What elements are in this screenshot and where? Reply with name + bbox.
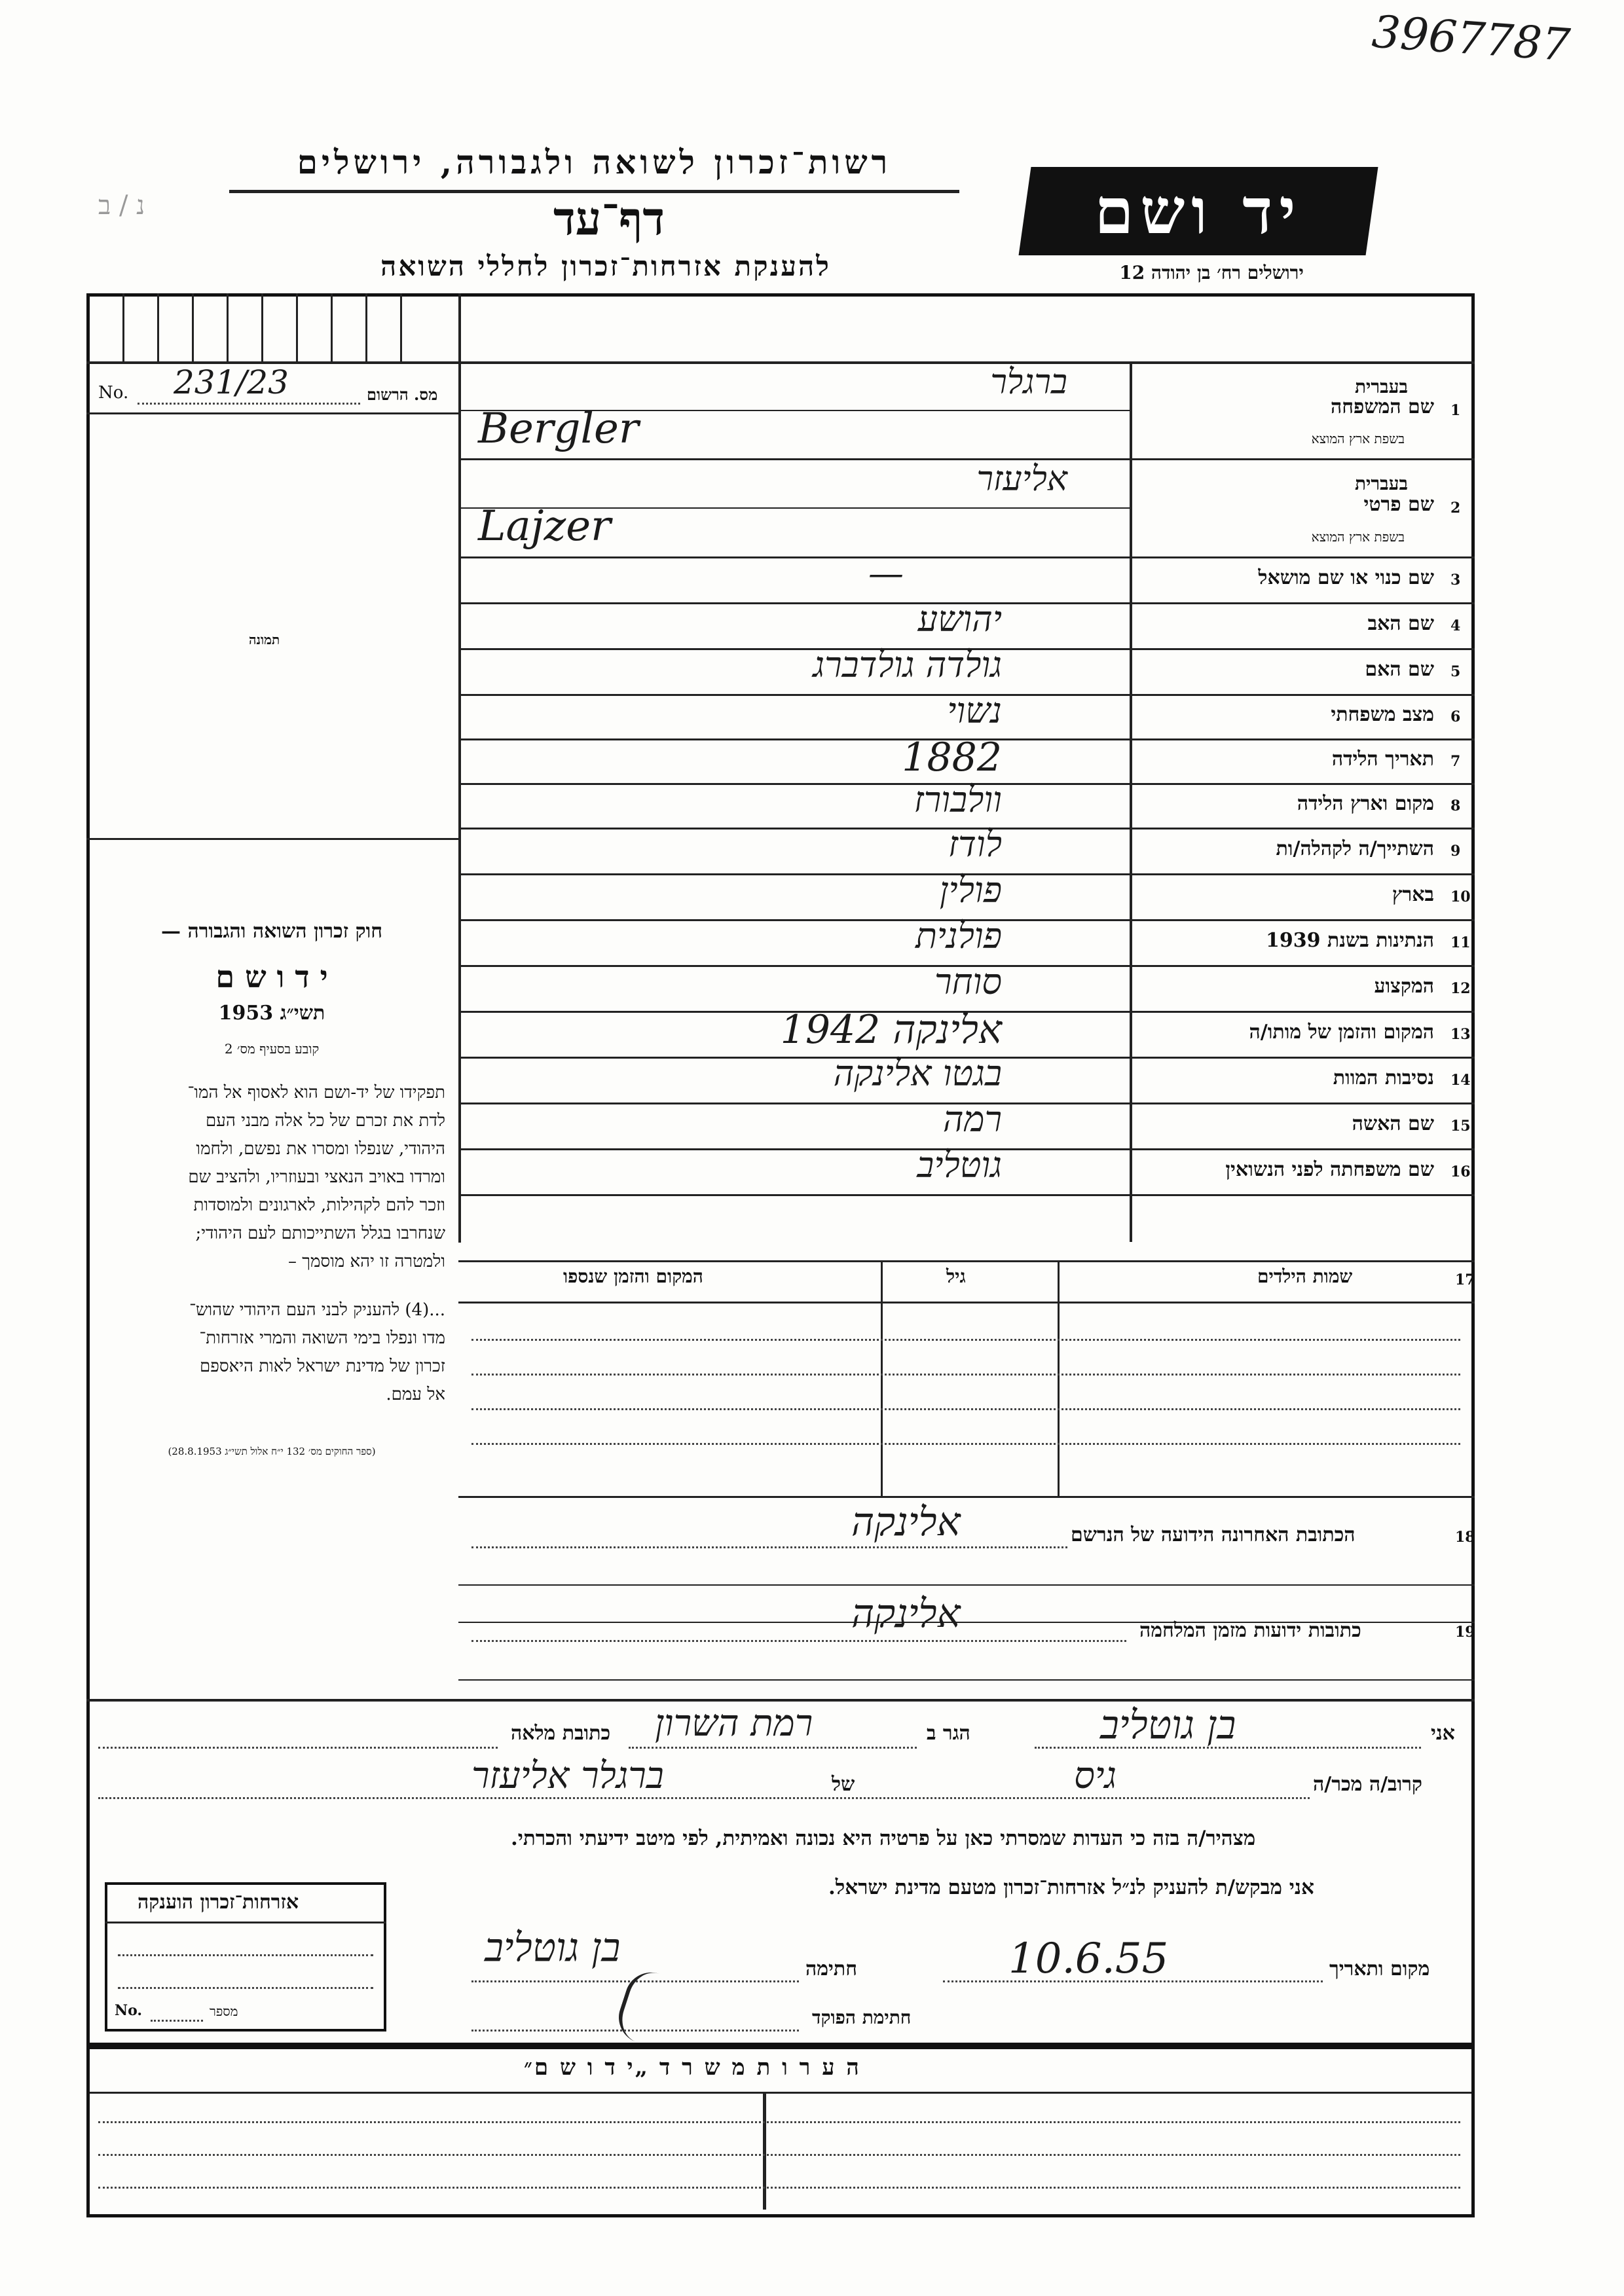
notes-frame [86,2046,1475,2217]
field-label: נסיבות המוות [1333,1066,1434,1089]
address-war-dots [471,1640,1126,1642]
citizenship-title: אזרחות־זכרון הוענקה [138,1891,299,1914]
children-col-line [881,1260,883,1496]
decl-ani: אני [1431,1722,1455,1745]
citizenship-dots [118,1987,373,1989]
strip-cell [192,293,194,361]
law-paragraph-1 [98,1079,445,1276]
office-notes-title: ה ע ר ו ת מ ש ר ד „י ד ו ש ם״ [524,2054,861,2081]
law-paragraph-2 [98,1296,445,1409]
field-value-latin: Bergler [478,405,639,453]
decl-place-date-label: מקום ותאריך [1329,1958,1430,1980]
law-line: היהודי, שנפלו ומסרו את נפשם, ולחמו [196,1139,445,1159]
strip-cell [261,293,263,361]
children-bottom-line [458,1496,1475,1498]
field-number: 10 [1450,888,1471,905]
address-war-label: כתובות ידועות מזמן המלחמה [1139,1619,1361,1642]
decl-officer-label: חתימת הפוקד [812,2007,912,2028]
children-col-line [1058,1260,1060,1496]
citizenship-dots [151,2020,203,2022]
field-number: 15 [1450,1118,1471,1135]
field-number: 12 [1450,980,1471,997]
children-num: 17 [1455,1271,1475,1288]
photo-label: תמונה [249,632,280,647]
field-label: תאריך הלידה [1331,748,1434,771]
field-value: גוטליב [917,1144,1002,1186]
field-label: שם האשה [1352,1112,1434,1135]
children-header-line [458,1260,1475,1262]
strip-cell [331,293,333,361]
law-title: חוק זכרון השואה והגבורה — [161,920,382,943]
field-value: אלינקה 1942 [780,1007,1002,1053]
law-clause: קובע בסעיף מס׳ 2 [224,1041,320,1057]
decl-dots [98,1747,498,1749]
field-label: המקום והזמן של מותו/ה [1249,1021,1434,1044]
decl-dots [943,1980,1323,1982]
yad-vashem-logo [1019,167,1378,255]
law-line: וזכר להם לקהילות, לארגונים ולמוסדות [193,1195,445,1215]
strip-cell [157,293,159,361]
strip-cell [296,293,298,361]
field-value: סוחר [934,961,1002,1002]
corner-mark: נ / ב [98,191,145,221]
field-number: 8 [1450,797,1461,814]
field-value: 1882 [902,735,1002,780]
decl-dots [98,1797,1310,1799]
field-value: בגטו אלינקה [833,1053,1002,1094]
archive-number: 3967787 [1370,6,1572,72]
logo-text: יד ושם [1094,174,1302,248]
decl-signature: בן גוטליב [485,1925,621,1971]
field-value: וולבורז [913,779,1002,820]
field-sublabel-origin: בשפת ארץ המוצא [1311,529,1405,545]
field-label: שם פרטי [1363,493,1434,516]
decl-name: בן גוטליב [1100,1702,1236,1748]
citizenship-no-label: No. [115,2002,143,2019]
field-label: מצב משפחתי [1331,703,1434,726]
decl-address-label: כתובת מלאה [511,1722,611,1745]
row-line [458,1679,1475,1681]
field-label: שם משפחתה לפני הנשואין [1225,1158,1434,1181]
field-number: 5 [1450,663,1461,680]
strip-cell [365,293,367,361]
reg-no-label: No. [98,383,129,403]
address-last-label: הכתובת האחרונה הידועה של הנרשם [1071,1523,1356,1546]
address-last-dots [471,1546,1067,1548]
strip-cell [227,293,229,361]
field-value-hebrew: ברגלר [990,363,1067,402]
decl-date: 10.6.55 [1008,1935,1169,1983]
decl-relation: גיס [1074,1755,1117,1797]
children-col-place: המקום והזמן שנספו [563,1266,703,1287]
field-label: שם המשפחה [1330,395,1434,418]
reg-no-value: 231/23 [174,363,289,401]
strip-cell [122,293,124,361]
form-title: דף־עד [553,191,665,246]
field-sublabel-hebrew: בעברית [1354,473,1408,494]
law-line: ולמטרה זו יהא מוסמך – [287,1252,445,1271]
field-row-line [458,1194,1475,1196]
label-column-divider [1130,361,1132,1242]
office-address: ירושלים רח׳ בן יהודה 12 [1119,262,1304,283]
decl-dots [471,2030,799,2032]
field-label: שם האב [1367,612,1434,635]
authority-title: רשות־זכרון לשואה ולגבורה, ירושלים [297,143,892,181]
field-number: 7 [1450,753,1461,770]
children-row [471,1374,1460,1376]
field-value: פולנית [915,915,1002,957]
field-value: יהושע [917,598,1002,640]
photo-bottom-line [86,838,461,840]
field-row-line [458,556,1475,558]
law-line: ומרדו באויב הנאצי ובעוזריו, ולהציב שם [188,1167,445,1187]
field-value: גולדה גולדברג [813,644,1002,685]
field-number: 9 [1450,843,1461,860]
law-citation: (ספר החוקים מס׳ 132 י״ח אלול תשי״ג 28.8.1953) [168,1446,376,1457]
reg-line [86,412,461,414]
address-war-value: אלינקה [851,1591,961,1637]
field-value: נשוי [947,690,1002,731]
form-subtitle: להענקת אזרחות־זכרון לחללי השואה [380,250,831,282]
field-number: 6 [1450,708,1461,725]
field-sublabel-hebrew: בעברית [1354,376,1408,397]
left-column-divider [458,293,461,1243]
top-strip-line [86,361,1475,364]
children-header-bottom [458,1302,1475,1303]
declaration-top-line [86,1699,1475,1702]
decl-dots [629,1747,917,1749]
field-value: רמה [942,1099,1002,1140]
law-line: מדו ונפלו בימי השואה והמרי אזרחות־ [199,1328,445,1348]
field-number: 11 [1450,934,1471,951]
field-number: 3 [1450,572,1461,589]
field-number: 1 [1450,402,1461,419]
field-label: המקצוע [1374,975,1434,998]
address-last-value: אלינקה [851,1499,961,1545]
decl-statement-2: אני מבקש/ת להעניק לנ״ל אזרחות־זכרון מטעם מדינת ישראל. [828,1876,1314,1899]
citizenship-number-label: מספר [210,2003,238,2019]
law-line: ...(4) להעניק לבני העם היהודי שהוש־ [189,1300,445,1320]
children-row [471,1339,1460,1341]
decl-relative-label: קרוב/ה מכר/ה [1313,1773,1422,1796]
decl-of-name: ברגלר אליעזר [471,1755,664,1797]
law-line: זכרון של מדינת ישראל לאות היאספם [200,1357,445,1376]
decl-signature-label: חתימה [805,1958,857,1980]
law-name: י ד ו ש ם [215,959,328,994]
field-row-line [458,458,1475,460]
field-number: 14 [1450,1072,1471,1089]
field-number: 13 [1450,1026,1471,1043]
law-line: שנחרבו בגלל השתייכותם לעם היהודי; [195,1224,445,1243]
law-line: לדת את זכרם של כל אלה מבני העם [205,1111,445,1131]
field-label: הנתינות בשנת 1939 [1265,929,1434,952]
reg-label: מס. הרשום [367,385,438,404]
law-year: תשי״ג 1953 [218,1002,325,1025]
field-number: 4 [1450,617,1461,634]
decl-residence: רמת השרון [655,1702,813,1745]
decl-dots [1035,1747,1421,1749]
field-label: השתייך/ה לקהלה/ות [1276,837,1434,860]
strip-cell [400,293,402,361]
field-label: שם האם [1365,658,1434,681]
law-line: תפקידו של יד-ושם הוא לאסוף אל המו־ [187,1083,445,1102]
field-value: — [868,553,904,594]
address-last-num: 18 [1455,1529,1475,1546]
decl-resides-label: הגר ב [927,1722,970,1745]
children-col-age: גיל [946,1266,966,1287]
field-label: שם כנוי או שם מושאל [1258,566,1434,589]
law-line: אל עמם. [386,1385,445,1404]
field-label: מקום וארץ הלידה [1297,792,1434,815]
field-number: 2 [1450,500,1461,517]
children-col-names: שמות הילדים [1257,1266,1353,1287]
children-row [471,1443,1460,1445]
children-row [471,1408,1460,1410]
field-number: 16 [1450,1163,1471,1180]
field-sublabel-origin: בשפת ארץ המוצא [1311,431,1405,446]
reg-dots [138,403,360,405]
decl-of-label: של [832,1773,855,1796]
address-war-num: 19 [1455,1624,1475,1641]
field-value-latin: Lajzer [478,502,611,551]
citizenship-title-line [105,1922,386,1923]
row-line [458,1584,1475,1586]
decl-statement-1: מצהיר/ה בזה כי העדות שמסרתי כאן על פרטיה היא נכונה ואמיתית, לפי מיטב ידיעתי והכרתי. [511,1827,1256,1850]
field-value-hebrew: אליעזר [976,460,1067,499]
field-value: לודז [948,824,1002,865]
citizenship-dots [118,1954,373,1956]
field-value: פולין [939,869,1002,911]
field-label: בארץ [1392,883,1434,906]
